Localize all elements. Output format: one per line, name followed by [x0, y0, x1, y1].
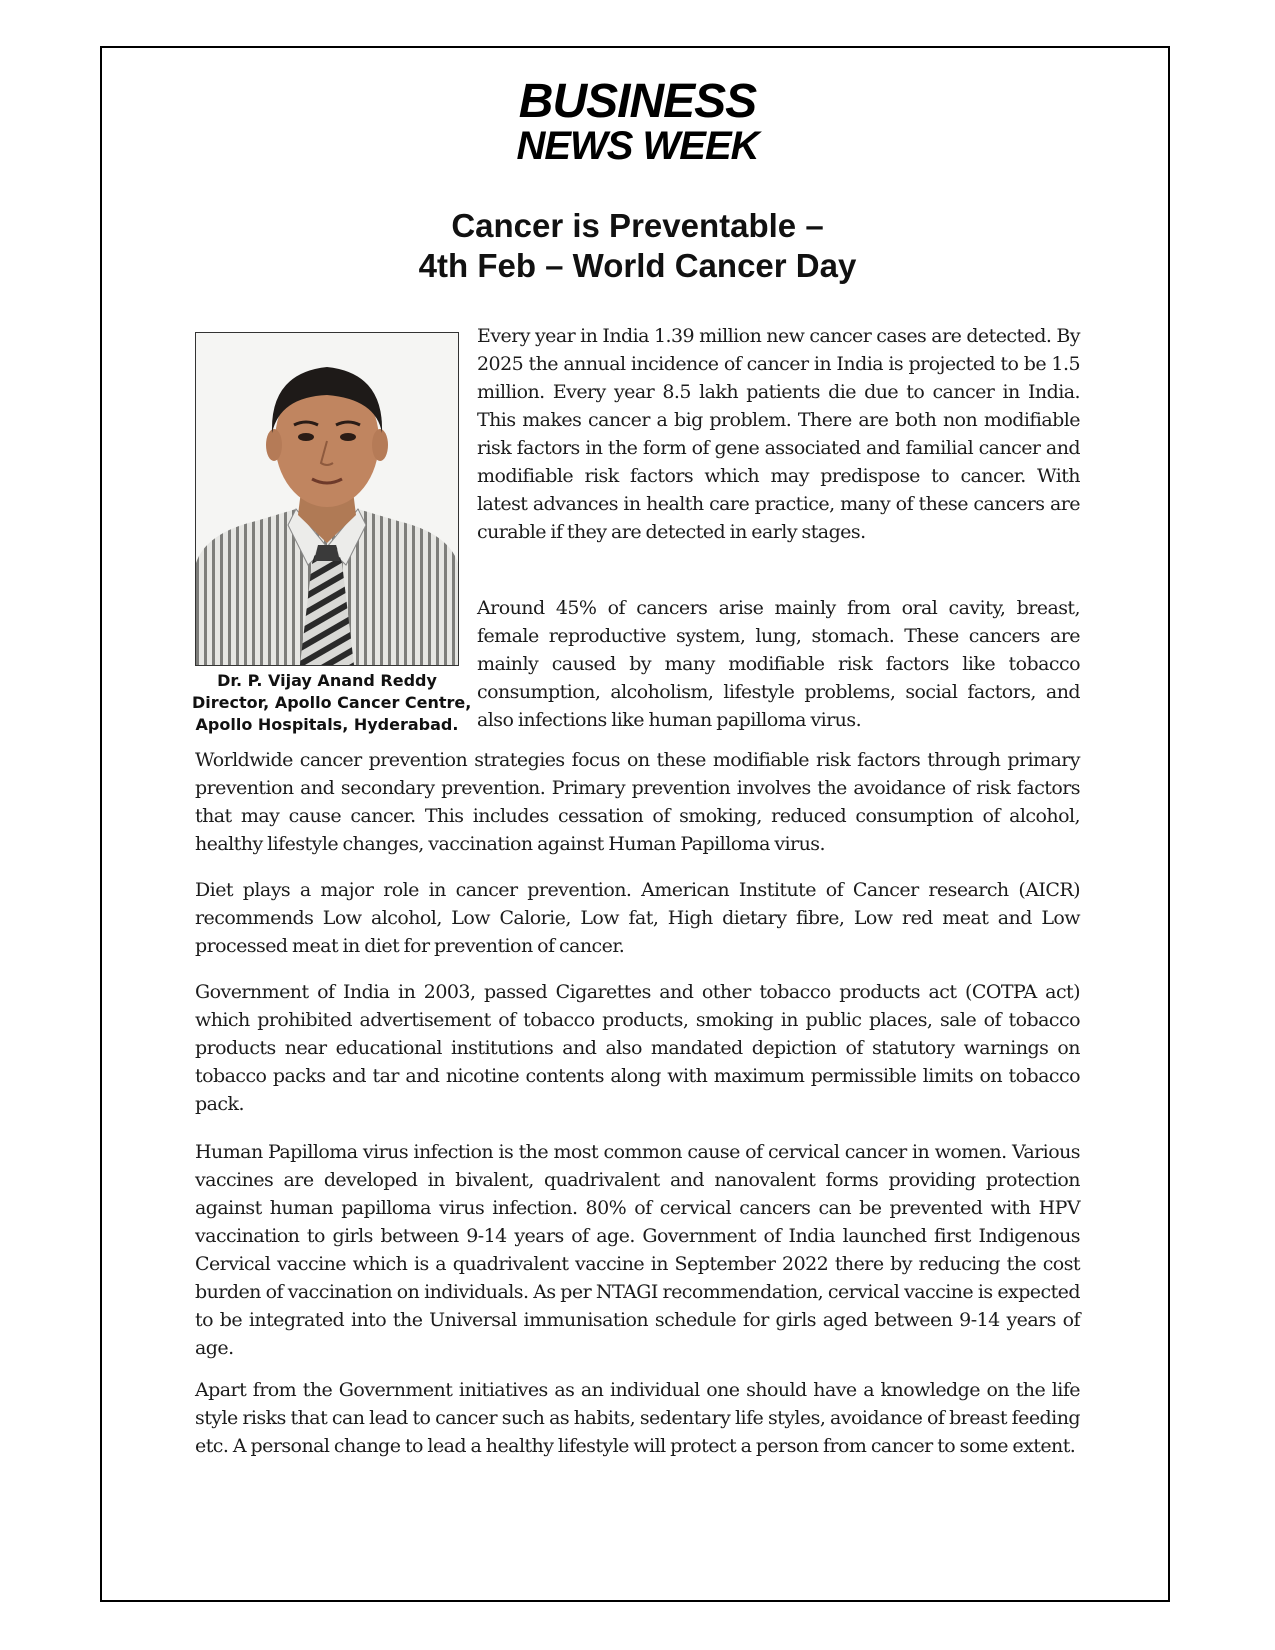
author-photo [195, 332, 459, 666]
paragraph-risk-factors: Around 45% of cancers arise mainly from oral cavity, breast, female reproductive system, lung, stomach. These cancers are mainly caused by many modifiable risk factors like tobacco consumption, alcoholism, lifestyle problems, social factors, and also infections like human papilloma virus. [477, 597, 1080, 731]
caption-name: Dr. P. Vijay Anand Reddy [217, 671, 437, 690]
paragraph-cotpa-act: Government of India in 2003, passed Cigarettes and other tobacco products act (COTPA act) which prohibited advertisement of tobacco products, smoking in public places, sale of tobacco products near educational institutions and also mandated depiction of statutory warnings on tobacco packs and tar and nicotine contents along with maximum permissible limits on tobacco pack. [195, 981, 1080, 1115]
article-title [0, 206, 1275, 286]
article-title-line-2: 4th Feb – World Cancer Day [418, 247, 857, 284]
logo-line-business: BUSINESS [518, 75, 757, 128]
logo-line-news-week: NEWS WEEK [516, 124, 759, 168]
publication-logo [0, 75, 1275, 168]
caption-affiliation: Apollo Hospitals, Hyderabad. [195, 715, 459, 734]
caption-title: Director, Apollo Cancer Centre, [192, 693, 472, 712]
paragraph-incidence: Every year in India 1.39 million new cancer cases are detected. By 2025 the annual incidence of cancer in India is projected to be 1.5 million. Every year 8.5 lakh patients die due to cancer in India. This makes cancer a big problem. There are both non modifiable risk factors in the form of gene associated and familial cancer and modifiable risk factors which may predispose to cancer. With latest advances in health care practice, many of these cancers are curable if they are detected in early stages. [477, 325, 1080, 543]
paragraph-hpv-vaccination: Human Papilloma virus infection is the most common cause of cervical cancer in women. Various vaccines are developed in bivalent, quadrivalent and nanovalent forms providing protection against human papilloma virus infection. 80% of cervical cancers can be prevented with HPV vaccination to girls between 9-14 years of age. Government of India launched first Indigenous Cervical vaccine which is a quadrivalent vaccine in September 2022 there by reducing the cost burden of vaccination on individuals. As per NTAGI recommendation, cervical vaccine is expected to be integrated into the Universal immunisation schedule for girls aged between 9-14 years of age. [195, 1141, 1080, 1359]
photo-caption [192, 670, 472, 736]
paragraph-diet: Diet plays a major role in cancer prevention. American Institute of Cancer research (AICR) recommends Low alcohol, Low Calorie, Low fat, High dietary fibre, Low red meat and Low processed meat in diet for prevention of cancer. [195, 879, 1080, 957]
paragraph-prevention-strategies: Worldwide cancer prevention strategies focus on these modifiable risk factors through primary prevention and secondary prevention. Primary prevention involves the avoidance of risk factors that may cause cancer. This includes cessation of smoking, reduced consumption of alcohol, healthy lifestyle changes, vaccination against Human Papilloma virus. [195, 749, 1080, 855]
article-title-line-1: Cancer is Preventable – [451, 207, 824, 244]
paragraph-personal-lifestyle: Apart from the Government initiatives as an individual one should have a knowledge on the life style risks that can lead to cancer such as habits, sedentary life styles, avoidance of breast feeding etc. A personal change to lead a healthy lifestyle will protect a person from cancer to some extent. [195, 1379, 1080, 1457]
